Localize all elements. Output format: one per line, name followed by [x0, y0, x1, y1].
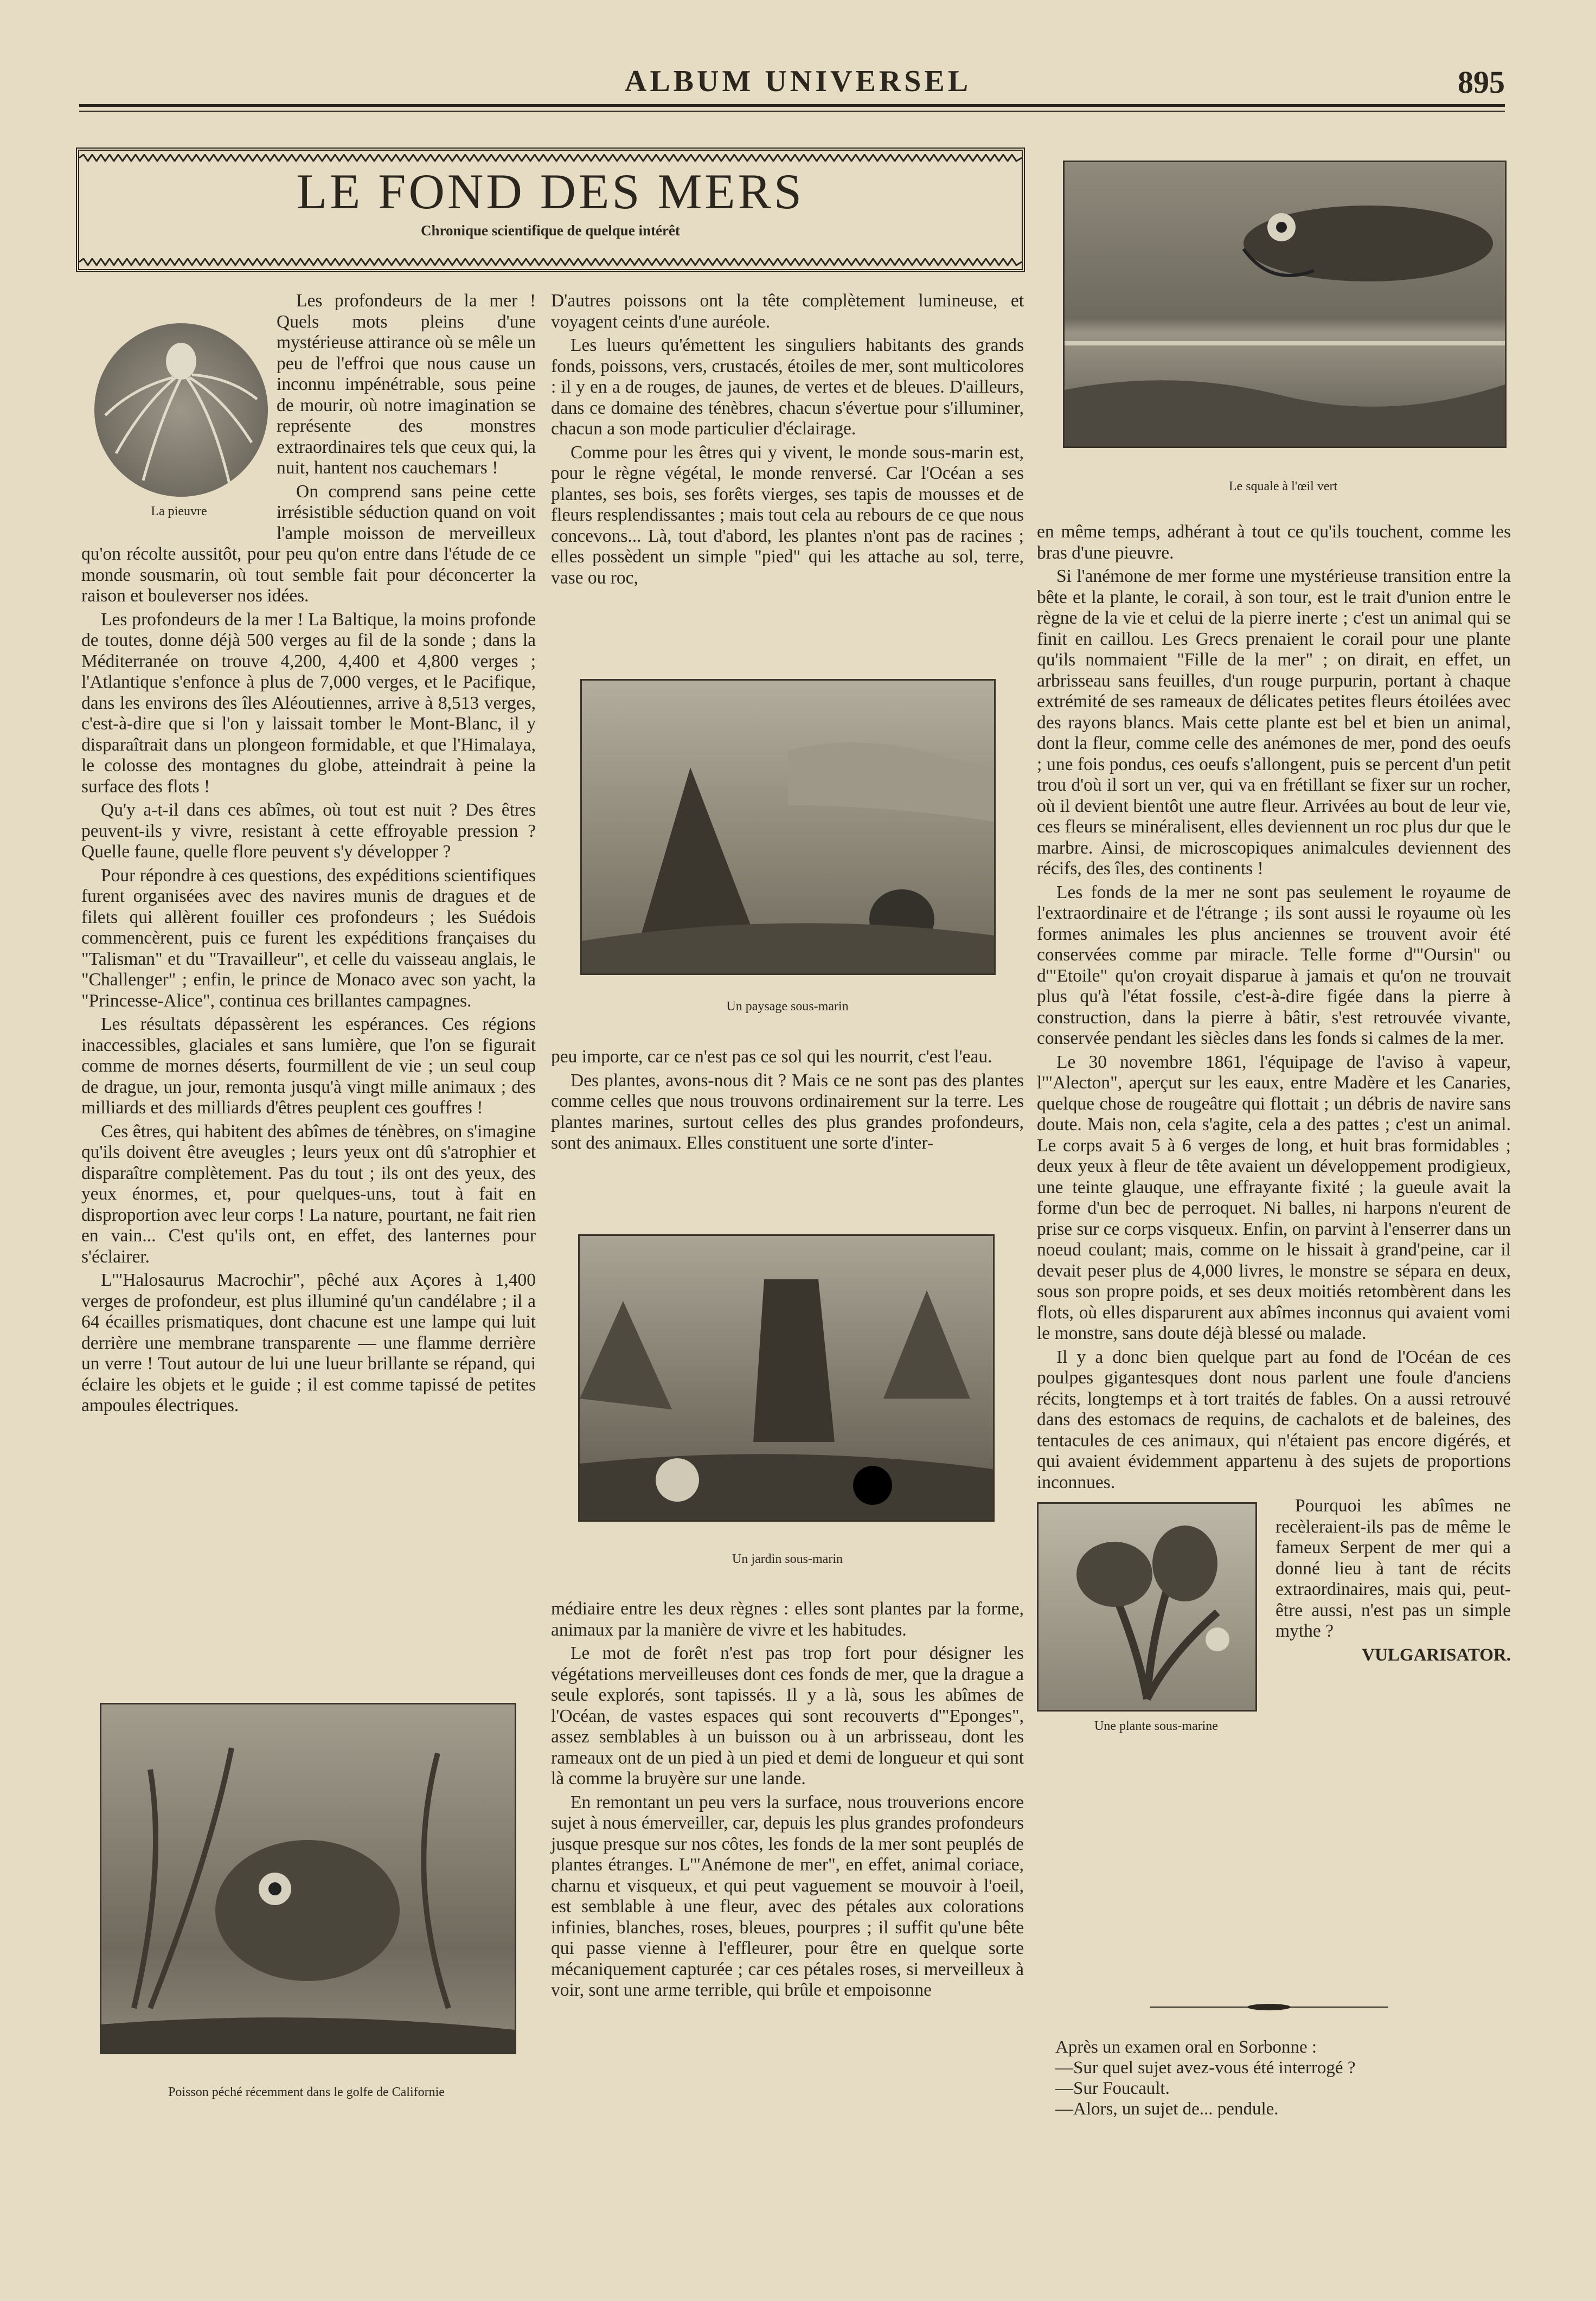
joke-line: —Sur Foucault. [1055, 2079, 1170, 2098]
joke-block [1055, 2037, 1511, 2119]
seascape-drawing [582, 681, 994, 973]
article-column-2-bottom [551, 1599, 1024, 2004]
octopus-figure [81, 291, 277, 524]
paragraph: Les profondeurs de la mer ! Quels mots pleins d'une mystérieuse attirance où se mêle un peu de l'effroi que nous cause un inconnu impénétrable, sous peine de mourir, où notre imagination se représente des monstres extraordinaires tels que ceux qui, la nuit, hantent nos cauchemars ! [277, 291, 536, 478]
paragraph: Comme pour les êtres qui y vivent, le monde sous-marin est, pour le règne végétal, le monde renversé. Car l'Océan a ses plantes, ses bois, ses forêts vierges, ses tapis de mousses et de fleurs resplendissantes ; mais tout cela au rebours de ce que nous concevons... Là, tout d'abord, les plantes n'ont pas de racines ; elles possèdent un simple "pied" qui les attache au sol, terre, vase ou roc, [551, 442, 1024, 588]
header-rule [79, 104, 1505, 107]
joke-line: —Alors, un sujet de... pendule. [1055, 2099, 1279, 2119]
fish-caption: Poisson péché récemment dans le golfe de Californie [168, 2085, 445, 2099]
paragraph: Pourquoi les abîmes ne recèleraient-ils pas de même le fameux Serpent de mer qui a donné lieu à tant de récits extraordinaires, mais qui, peut-être aussi, n'est pas un simple mythe ? [1275, 1496, 1511, 1641]
paragraph: Si l'anémone de mer forme une mystérieuse transition entre la bête et la plante, le corail, à son tour, est le trait d'union entre le règne de la vie et celui de la pierre inerte ; c'est un animal qui se finit en caillou. Les Grecs prenaient le corail pour une plante qu'ils nommaient "Fille de la mer" ; on dirait, en effet, un arbrisseau sans feuilles, d'un rouge purpurin, portant à chaque extrémité de ses rameaux de délicates petites fleurs étoilées avec des rayons blancs. Mais cette plante est bel et bien un animal, dont la fleur, comme celle des anémones de mer, pond des oeufs ; une fois pondus, ces oeufs s'allongent, puis se percent d'un petit trou d'où il sort un ver, qui va en frétillant se fixer sur un rocher, où il devient bientôt une autre fleur. Arrivées au bout de leur vie, ces fleurs se minéralisent, elles deviennent un roc plus dur que le marbre. Ainsi, de microscopiques animalcules deviennent des récifs, des îles, des continents ! [1037, 566, 1511, 879]
paragraph: Le mot de forêt n'est pas trop fort pour désigner les végétations merveilleuses dont ces fonds de mer, que la drague a seule explorés, sont tapissés. Il y a là, sous les abîmes de l'Océan, de vastes espaces qui sont recouverts d'"Eponges", assez semblables à un buisson ou à un arbrisseau, dont les rameaux ont de un pied à un pied et demi de longueur et qui sont là comme la bruyère sur une lande. [551, 1643, 1024, 1789]
author-signature: VULGARISATOR. [1362, 1645, 1511, 1665]
ornament-icon [1247, 2002, 1486, 2012]
zigzag-border-bottom [79, 258, 1022, 266]
paragraph: On comprend sans peine cette irrésistible séduction quand on voit l'ample moisson de merveilleux qu'on récolte aussitôt, pour peu qu'on entre dans l'étude de ce monde sousmarin, où tout semble fait pour déconcerter la raison et bouleverser nos idées. [81, 481, 536, 606]
shark-illustration [1063, 161, 1507, 448]
octopus-caption: La pieuvre [151, 504, 207, 518]
plant-illustration [1037, 1502, 1257, 1712]
garden-caption: Un jardin sous-marin [732, 1552, 843, 1566]
zigzag-border-top [79, 154, 1022, 162]
separator-ornament [1150, 2007, 1388, 2008]
paragraph: Ces êtres, qui habitent des abîmes de ténèbres, on s'imagine qu'ils doivent être aveugles ; leurs yeux ont dû s'atrophier et disparaître complètement. Pas du tout ; ils ont des yeux, des yeux énormes, et, pour quelques-uns, tout à fait en disproportion avec leur corps ! La nature, pourtant, ne fait rien en vain... C'est qu'ils ont, en effet, des lanternes pour s'éclairer. [81, 1121, 536, 1267]
plant-figure [1037, 1496, 1275, 1751]
octopus-drawing [94, 323, 268, 497]
seascape-illustration [580, 679, 996, 975]
paragraph: Qu'y a-t-il dans ces abîmes, où tout est nuit ? Des êtres peuvent-ils y vivre, resistant à cette effroyable pression ? Quelle faune, quelle flore peuvent s'y développer ? [81, 800, 536, 862]
octopus-illustration [94, 323, 268, 497]
seascape-caption: Un paysage sous-marin [726, 999, 849, 1014]
fish-drawing [101, 1704, 515, 2053]
shark-caption: Le squale à l'œil vert [1228, 479, 1338, 493]
paragraph: Les fonds de la mer ne sont pas seulement le royaume de l'extraordinaire et de l'étrange ; ils sont aussi le royaume où les formes animales les plus anciennes se trouvent avoir été conservées comme par miracle. Telle forme d'"Oursin" ou d'"Etoile" qu'on croyait disparue à jamais et qu'on ne trouvait plus qu'à l'état fossile, c'est-à-dire figée dans la pierre à construction, dans la pierre à bâtir, s'est retrouvée vivante, conservée pendant les siècles dans les fonds si calmes de la mer. [1037, 882, 1511, 1048]
joke-line: Après un examen oral en Sorbonne : [1055, 2037, 1317, 2057]
header-rule-thin [79, 111, 1505, 112]
paragraph: Des plantes, avons-nous dit ? Mais ce ne sont pas des plantes comme celles que nous trouvons ordinairement sur la terre. Les plantes marines, surtout celles des plus grandes profondeurs, sont des animaux. Elles constituent une sorte d'inter- [551, 1070, 1024, 1153]
paragraph: Les profondeurs de la mer ! La Baltique, la moins profonde de toutes, donne déjà 500 verges au fil de la sonde ; dans la Méditerranée on trouve 4,200, 4,400 et 4,800 verges ; l'Atlantique s'enfonce à plus de 7,000 verges, et le Pacifique, dans les environs des îles Aléoutiennes, arrive à 8,513 verges, c'est-à-dire que si l'on y laissait tomber le Mont-Blanc, il y disparaîtrait dans un plongeon formidable, et que l'Himalaya, le colosse des montagnes du globe, atteindrait à peine la surface des flots ! [81, 609, 536, 797]
paragraph: Le 30 novembre 1861, l'équipage de l'aviso à vapeur, l'"Alecton", aperçut sur les eaux, entre Madère et les Canaries, quelque chose de rougeâtre qui flottait ; un débris de navire sans doute. Mais non, cela s'agite, cela a des pattes ; c'est un animal. Le corps avait 5 à 6 verges de long, et huit bras formidables ; deux yeux à fleur de tête avaient un développement prodigieux, une teinte glauque, une effrayante fixité ; la gueule avait la forme d'un bec de perroquet. Ni balles, ni harpons n'eurent de prise sur ce corps visqueux. Enfin, on parvint à l'enserrer dans un noeud coulant; mais, comme on le hissait à grand'peine, car il devait peser plus de 4,000 livres, le monstre se sépara en deux, sous son propre poids, et ses deux moitiés retombèrent dans les flots, où elles disparurent aux abîmes inconnus qui avaient vomi le monstre, sans doute déjà blessé ou malade. [1037, 1052, 1511, 1343]
article-column-2-top [551, 291, 1024, 670]
joke-line: —Sur quel sujet avez-vous été interrogé ? [1055, 2058, 1356, 2078]
paragraph: médiaire entre les deux règnes : elles sont plantes par la forme, animaux par la manière de vivre et les habitudes. [551, 1599, 1024, 1640]
plant-caption: Une plante sous-marine [1094, 1719, 1218, 1733]
paragraph: Les lueurs qu'émettent les singuliers habitants des grands fonds, poissons, vers, crustacés, étoiles de mer, sont multicolores : il y en a de rouges, de jaunes, de vertes et de bleues. D'ailleurs, dans ce domaine des ténèbres, chacun s'évertue pour s'illuminer, chacun a son mode particulier d'éclairage. [551, 335, 1024, 439]
article-column-3 [1037, 522, 1511, 1751]
shark-drawing [1065, 162, 1505, 446]
paragraph: En remontant un peu vers la surface, nous trouverions encore sujet à nous émerveiller, car, depuis les plus grandes profondeurs jusque presque sur nos côtes, les fonds de la mer sont peuplés de plantes étranges. L'"Anémone de mer", en effet, animal coriace, charnu et visqueux, et qui peut vaguement se mouvoir à l'oeil, est semblable à une fleur, avec des pétales aux colorations infinies, blanches, roses, bleues, pourpres ; il suffit qu'une bête qui passe vienne à l'effleurer, pour être en quelque sorte mécaniquement capturée ; car ces pétales roses, si merveilleux à voir, sont une arme terrible, qui brûle et empoisonne [551, 1792, 1024, 2000]
paragraph: en même temps, adhérant à tout ce qu'ils touchent, comme les bras d'une pieuvre. [1037, 522, 1511, 563]
article-column-2-middle [551, 1047, 1024, 1157]
garden-illustration [578, 1234, 995, 1522]
article-column-1 [81, 291, 536, 1419]
paragraph: Il y a donc bien quelque part au fond de l'Océan de ces poulpes gigantesques dont nous parlent une foule d'anciens récits, longtemps et à tort traités de fables. On a aussi retrouvé dans des estomacs de requins, de cachalots et de baleines, des tentacules de ces animaux, qui n'étaient pas encore digérés, et qui avaient évidemment appartenu à des sujets de proportions inconnues. [1037, 1347, 1511, 1492]
fish-illustration [100, 1703, 516, 2054]
paragraph: Les résultats dépassèrent les espérances. Ces régions inaccessibles, glaciales et sans lumière, que l'on se figurait comme de mornes déserts, fourmillent de vie ; un seul coup de drague, un jour, remonta jusqu'à vingt mille animaux ; des milliards et des milliards d'êtres peuplent ces gouffres ! [81, 1014, 536, 1118]
journal-title: ALBUM UNIVERSEL [624, 65, 972, 98]
garden-drawing [580, 1236, 993, 1520]
plant-drawing [1039, 1504, 1255, 1710]
article-title: LE FOND DES MERS [296, 164, 805, 219]
page-number: 895 [1458, 65, 1505, 100]
paragraph: D'autres poissons ont la tête complètement lumineuse, et voyagent ceints d'une auréole. [551, 291, 1024, 332]
paragraph: L'"Halosaurus Macrochir", pêché aux Açores à 1,400 verges de profondeur, est plus illuminé qu'un candélabre ; il a 64 écailles prismatiques, dont chacune est une lampe qui luit derrière une membrane transparente — une flamme derrière un verre ! Tout autour de lui une lueur brillante se répand, qui éclaire les objets et le guide ; il est comme tapissé de petites ampoules électriques. [81, 1270, 536, 1415]
paragraph: Pour répondre à ces questions, des expéditions scientifiques furent organisées avec des navires munis de dragues et de filets qui allèrent fouiller ces profondeurs ; les Suédois commencèrent, puis ce furent les expéditions françaises du "Talisman" et du "Travailleur", et celle du vaisseau anglais, le "Challenger" ; enfin, le prince de Monaco avec son yacht, la "Princesse-Alice", continua ces brillantes campagnes. [81, 865, 536, 1011]
paragraph: peu importe, car ce n'est pas ce sol qui les nourrit, c'est l'eau. [551, 1047, 992, 1067]
article-subtitle: Chronique scientifique de quelque intérêt [420, 222, 681, 239]
